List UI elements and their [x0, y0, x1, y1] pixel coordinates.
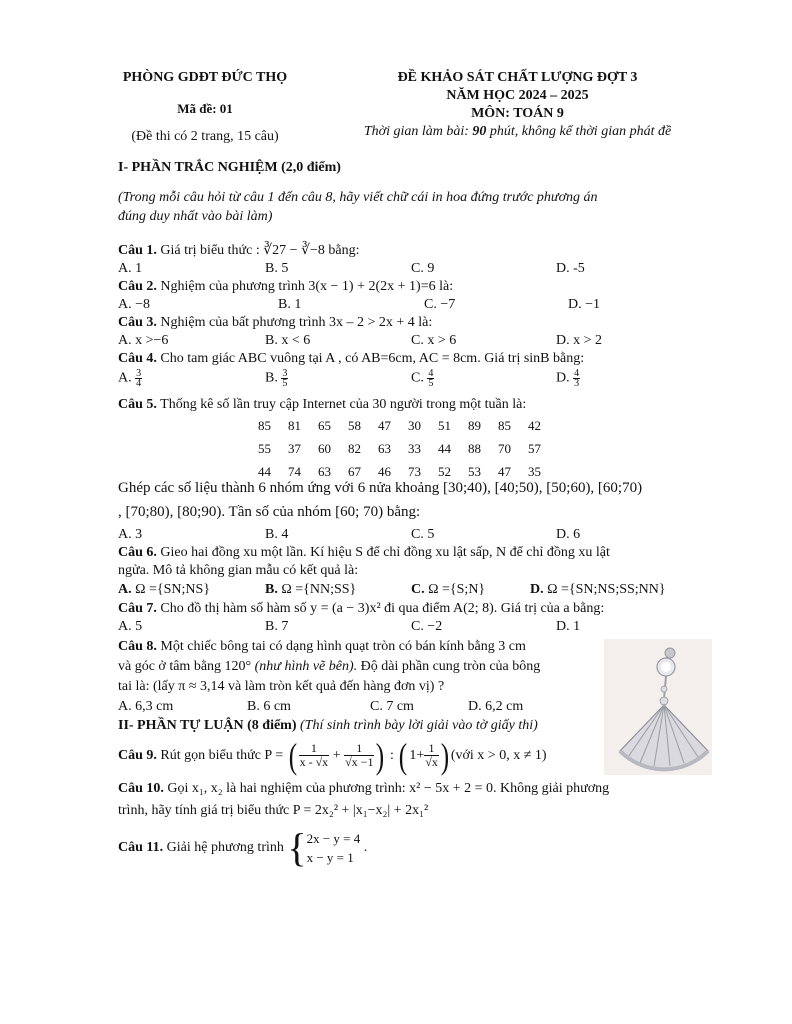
table-row: 55 37 60 82 63 33 44 88 70 57 [258, 440, 541, 456]
question-4: Câu 4. Cho tam giác ABC vuông tại A , có AB=6cm, AC = 8cm. Giá trị sinB bằng: [118, 351, 585, 366]
table-row: 85 81 65 58 47 30 51 89 85 42 [258, 417, 541, 433]
question-9: Câu 9. Rút gọn biểu thức P = ( $\frac{1}{x - √x}$ + $\frac{1}{√x -1}$ ) : ( 1+ $\frac{1}{√x}$ ) (với x > 0, x ≠ 1) [118, 735, 547, 776]
question-7: Câu 7. Cho đồ thị hàm số hàm số y = (a − 3)x² đi qua điểm A(2; 8). Giá trị của a bằng: [118, 601, 605, 616]
q5-option-a: A. 3 [118, 527, 143, 542]
q3-option-c: C. x > 6 [411, 333, 457, 348]
q3-option-b: B. x < 6 [265, 333, 311, 348]
q4-option-d: D. $\frac{4}{3}$ [556, 368, 580, 389]
q8-option-a: A. 6,3 cm [118, 699, 174, 714]
part1-title: I- PHẦN TRẮC NGHIỆM (2,0 điểm) [118, 160, 341, 175]
page-count: (Đề thi có 2 trang, 15 câu) [131, 129, 279, 144]
q7-option-b: B. 7 [265, 619, 289, 634]
data-table [258, 414, 558, 483]
question-6: Câu 6. Gieo hai đồng xu một lần. Kí hiệu S để chỉ đồng xu lật sấp, N để chỉ đồng xu lật [118, 545, 610, 560]
q1-option-b: B. 5 [265, 261, 289, 276]
earring-image [604, 639, 712, 775]
q6-option-a: A. Ω ={SN;NS} [118, 582, 211, 597]
q5-option-b: B. 4 [265, 527, 289, 542]
question-10-cont: trình, hãy tính giá trị biểu thức P = 2x₂² + |x₁−x₂| + 2x₁² [118, 803, 429, 818]
question-8-cont: và góc ở tâm bằng 120° (như hình vẽ bên). Độ dài phần cung tròn của bông [118, 659, 541, 674]
school-year: NĂM HỌC 2024 – 2025 [446, 88, 589, 103]
q2-option-a: A. −8 [118, 297, 151, 312]
q5-option-c: C. 5 [411, 527, 435, 542]
q4-option-c: C. $\frac{4}{5}$ [411, 368, 434, 389]
department: PHÒNG GDĐT ĐỨC THỌ [122, 70, 288, 85]
q4-option-b: B. $\frac{3}{5}$ [265, 368, 288, 389]
q4-option-a: A. $\frac{3}{4}$ [118, 368, 142, 389]
q7-option-a: A. 5 [118, 619, 143, 634]
q3-option-d: D. x > 2 [556, 333, 603, 348]
q7-option-d: D. 1 [556, 619, 581, 634]
question-3: Câu 3. Nghiệm của bất phương trình 3x – 2 > 2x + 4 là: [118, 315, 433, 330]
q1-option-a: A. 1 [118, 261, 143, 276]
question-5: Câu 5. Thống kê số lần truy cập Internet của 30 người trong một tuần là: [118, 397, 527, 412]
q2-option-b: B. 1 [278, 297, 302, 312]
question-8-cont-2: tai là: (lấy π ≈ 3,14 và làm tròn kết quả đến hàng đơn vị) ? [118, 679, 445, 694]
part1-instruction-2: đúng duy nhất vào bài làm) [118, 209, 273, 224]
q2-option-c: C. −7 [424, 297, 456, 312]
q8-option-d: D. 6,2 cm [468, 699, 524, 714]
q8-option-b: B. 6 cm [247, 699, 291, 714]
q1-option-d: D. -5 [556, 261, 585, 276]
part1-instruction: (Trong mỗi câu hỏi từ câu 1 đến câu 8, hãy viết chữ cái in hoa đứng trước phương án [118, 190, 598, 205]
question-6-cont: ngửa. Mô tả không gian mẫu có kết quả là: [118, 563, 359, 578]
fan-earring-illustration [604, 639, 712, 775]
part2-title: II- PHẦN TỰ LUẬN (8 điểm) (Thí sinh trình bày lời giải vào tờ giấy thi) [118, 718, 538, 733]
q3-option-a: A. x >−6 [118, 333, 169, 348]
q5-grouping-2: , [70;80), [80;90). Tần số của nhóm [60; 70) bằng: [118, 504, 421, 520]
table-row: 44 74 63 67 46 73 52 53 47 35 [258, 463, 541, 479]
subject: MÔN: TOÁN 9 [471, 106, 564, 121]
exam-code: Mã đề: 01 [177, 101, 233, 116]
time-limit: Thời gian làm bài: 90 phút, không kể thời gian phát đề [363, 124, 672, 139]
q6-option-b: B. Ω ={NN;SS} [265, 582, 357, 597]
exam-title: ĐỀ KHẢO SÁT CHẤT LƯỢNG ĐỢT 3 [397, 70, 638, 85]
q6-option-d: D. Ω ={SN;NS;SS;NN} [530, 582, 666, 597]
q6-option-c: C. Ω ={S;N} [411, 582, 486, 597]
q5-option-d: D. 6 [556, 527, 581, 542]
question-2: Câu 2. Nghiệm của phương trình 3(x − 1) + 2(2x + 1)=6 là: [118, 279, 454, 294]
question-1: Câu 1. Giá trị biểu thức : ∛27 − ∛−8 bằng: [118, 243, 360, 258]
question-11: Câu 11. Giải hệ phương trình { 2x − y = 4 x − y = 1 . [118, 825, 368, 870]
q1-option-c: C. 9 [411, 261, 435, 276]
question-10: Câu 10. Gọi x₁, x₂ là hai nghiệm của phương trình: x² − 5x + 2 = 0. Không giải phương [118, 781, 610, 796]
q5-grouping: Ghép các số liệu thành 6 nhóm ứng với 6 nửa khoảng [30;40), [40;50), [50;60), [60;70) [118, 480, 643, 496]
q8-option-c: C. 7 cm [370, 699, 414, 714]
q2-option-d: D. −1 [568, 297, 601, 312]
question-8: Câu 8. Một chiếc bông tai có dạng hình quạt tròn có bán kính bằng 3 cm [118, 639, 526, 654]
q7-option-c: C. −2 [411, 619, 443, 634]
